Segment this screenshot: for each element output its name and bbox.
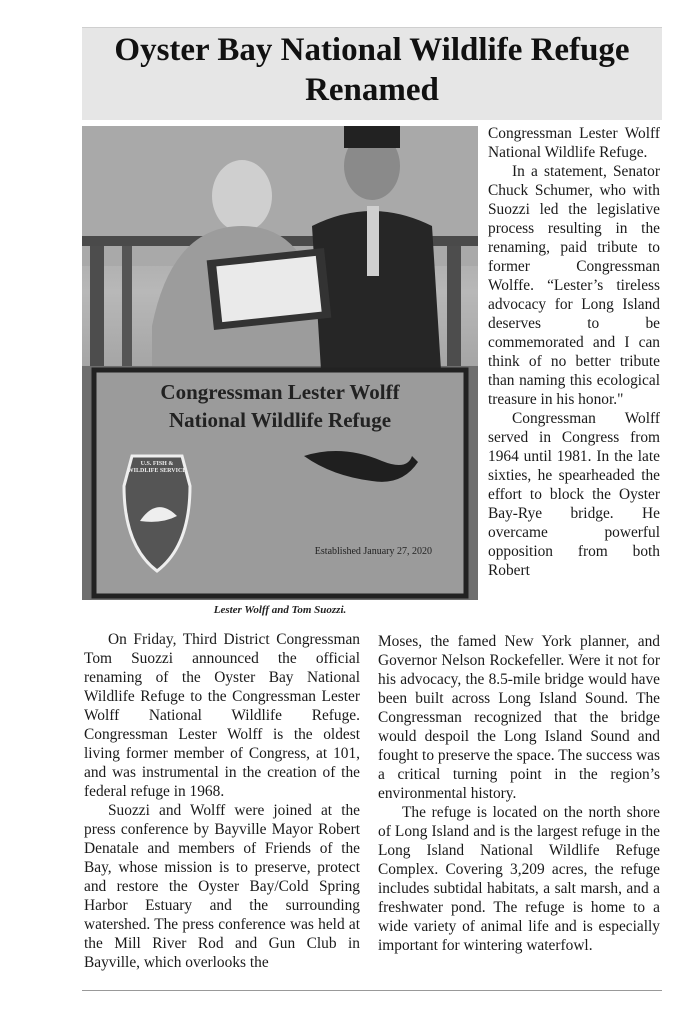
sign-text-line1: Congressman Lester Wolff xyxy=(160,380,400,404)
emblem-label: U.S. FISH & WILDLIFE SERVICE xyxy=(127,461,187,474)
right-column xyxy=(488,124,660,580)
photo-illustration xyxy=(82,126,478,600)
bottom-right-paragraph: Moses, the famed New York planner, and Governor Nelson Rockefeller. Were it not for his advocacy, the 8.5-mile bridge would have been built across Long Island Sound. The Congressman recognized that the bridge would despoil the Long Island Sound and fought to preserve the space. The success was a critical turning point in the region’s environmental history. xyxy=(378,633,660,802)
left-column xyxy=(84,630,360,972)
sign-text-line2: National Wildlife Refuge xyxy=(168,408,392,432)
photo-caption: Lester Wolff and Tom Suozzi. xyxy=(213,604,347,616)
right-paragraph: Congressman Lester Wolff National Wildlife Refuge. xyxy=(488,125,660,161)
left-paragraph: Suozzi and Wolff were joined at the press conference by Bayville Mayor Robert Denatale and members of Friends of the Bay, whose mission is to preserve, protect and restore the Oyster Bay/Cold Spring Harbor Estuary and the surrounding watershed. The press conference was held at the Mill River Rod and Gun Club in Bayville, which overlooks the xyxy=(84,802,360,971)
right-paragraph: Congressman Wolff served in Congress from 1964 until 1981. In the late sixties, he spearheaded the effort to block the Oyster Bay-Rye bridge. He overcame powerful opposition from both Robert xyxy=(488,410,660,579)
right-paragraph: In a statement, Senator Chuck Schumer, who with Suozzi led the legislative process resulting in the renaming, paid tribute to former Congressman Wolffe. “Lester’s tireless advocacy for Long Island deserves to be commemorated and I can think of no better tribute than naming this ecological treasure in his honor." xyxy=(488,163,660,408)
headline: Oyster Bay National Wildlife Refuge Renamed xyxy=(114,32,630,108)
sign-established: Established January 27, 2020 xyxy=(314,546,432,557)
left-paragraph: On Friday, Third District Congressman Tom Suozzi announced the official renaming of the Oyster Bay National Wildlife Refuge to the Congressman Lester Wolff National Wildlife Refuge. Congressman Lester Wolff is the oldest living former member of Congress, at 101, and was instrumental in the creation of the federal refuge in 1968. xyxy=(84,631,360,800)
news-photo xyxy=(82,126,478,600)
bottom-right-paragraph: The refuge is located on the north shore of Long Island and is the largest refuge in the Long Island National Wildlife Refuge Complex. Covering 3,209 acres, the refuge includes subtidal habitats, a salt marsh, and a freshwater pond. The refuge is home to a wide variety of animal life and is especially important for wintering waterfowl. xyxy=(378,804,660,954)
bottom-rule xyxy=(82,990,662,991)
bottom-right-column xyxy=(378,632,660,955)
